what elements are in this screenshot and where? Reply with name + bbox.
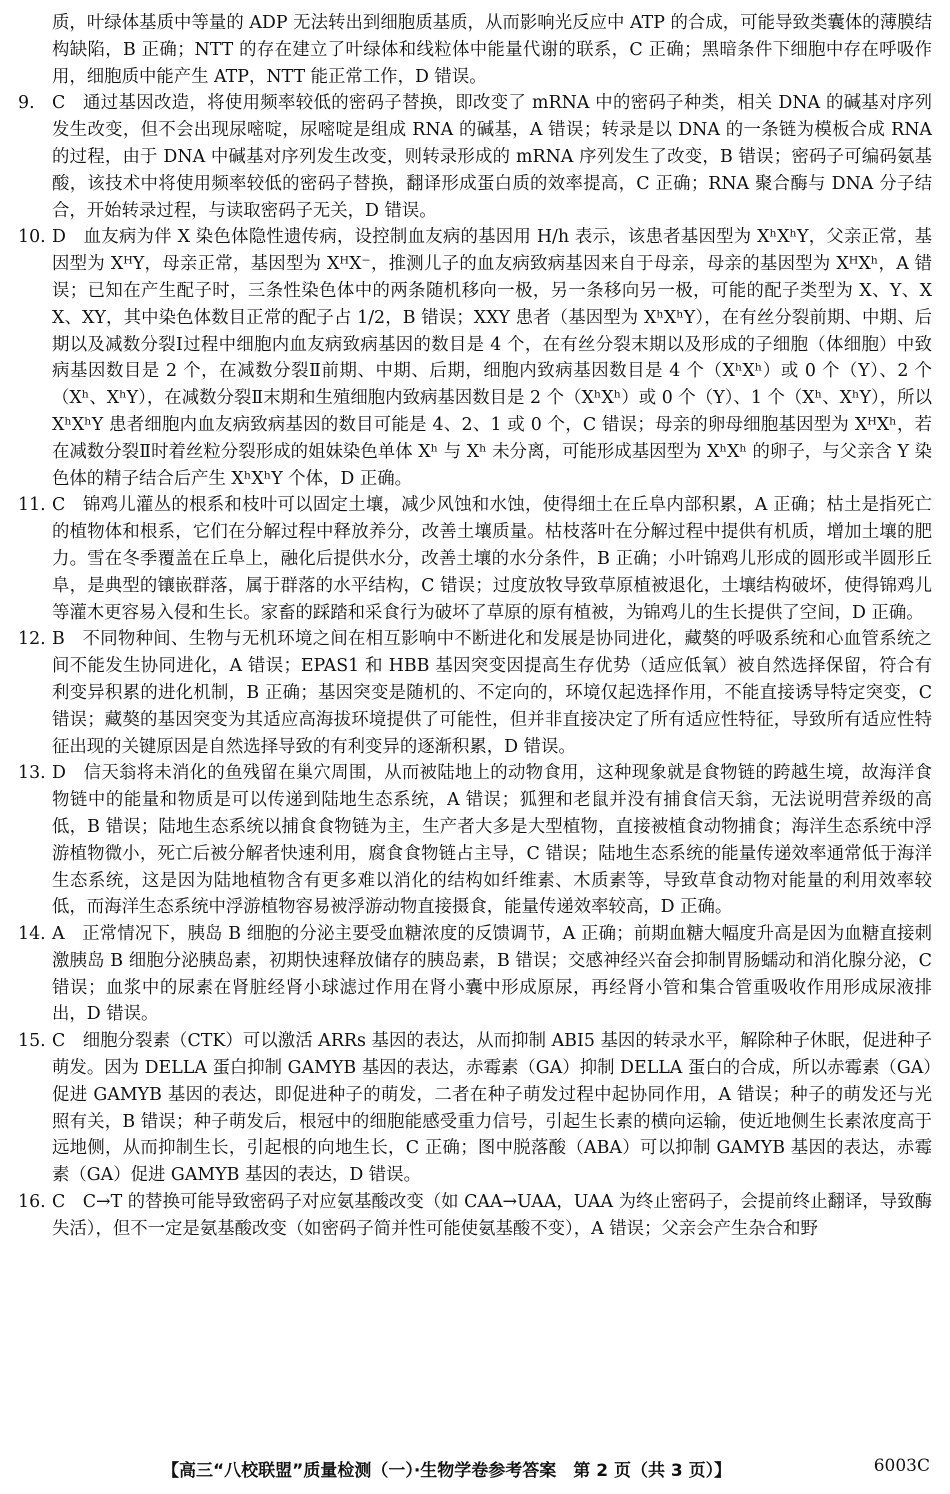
explanation-text: 不同物种间、生物与无机环境之间在相互影响中不断进化和发展是协同进化，藏獒的呼吸系统和心血管系统之间不能发生协同进化，A 错误；EPAS1 和 HBB 基因突变因提高生存优势（适应低氧）被自然选择保留，符合有利变异积累的进化机制，B 正确；基因突变是随机的、不定向的，环境仅起选择作用，不能直接诱导特定突变，C 错误；藏獒的基因突变为其适应高海拔环境提供了可能性，但并非直接决定了所有适应性特征，导致所有适应性特征出现的关键原因是自然选择导致的有利变异的逐渐积累，D 错误。	[52, 629, 932, 757]
answer-item	[18, 626, 932, 760]
explanation-text: 通过基因改造，将使用频率较低的密码子替换，即改变了 mRNA 中的密码子种类，相关 DNA 的碱基对序列发生改变，但不会出现尿嘧啶，尿嘧啶是组成 RNA 的碱基，A 错误；转录是以 DNA 的一条链为模板合成 RNA 的过程，由于 DNA 中碱基对序列发生改变，则转录形成的 mRNA 序列发生了改变，B 错误；密码子可编码氨基酸，该技术中将使用频率较低的密码子替换，翻译形成蛋白质的效率提高，C 正确；RNA 聚合酶与 DNA 分子结合，开始转录过程，与读取密码子无关，D 错误。	[52, 93, 932, 221]
question-number: 11.	[18, 495, 46, 516]
answer-item	[18, 1189, 932, 1243]
answer-item	[18, 760, 932, 921]
footer-code: 6003C	[873, 1456, 930, 1476]
answer-letter: C	[52, 495, 66, 516]
answer-letter: C	[52, 93, 66, 114]
question-number: 9.	[18, 93, 35, 114]
answer-item	[18, 90, 932, 224]
answer-letter: C	[52, 1031, 66, 1052]
answer-item	[18, 492, 932, 626]
question-number: 16.	[18, 1192, 46, 1213]
explanation-text: 细胞分裂素（CTK）可以激活 ARRs 基因的表达，从而抑制 ABI5 基因的转录水平，解除种子休眠，促进种子萌发。因为 DELLA 蛋白抑制 GAMYB 基因的表达，赤霉素（GA）抑制 DELLA 蛋白的合成，所以赤霉素（GA）促进 GAMYB 基因的表达，即促进种子的萌发，二者在种子萌发过程中起协同作用，A 错误；种子的萌发还与光照有关，B 错误；种子萌发后，根冠中的细胞能感受重力信号，引起生长素的横向运输，使近地侧生长素浓度高于远地侧，从而抑制生长，引起根的向地生长，C 正确；图中脱落酸（ABA）可以抑制 GAMYB 基因的表达，赤霉素（GA）促进 GAMYB 基因的表达，D 错误。	[52, 1031, 932, 1186]
answer-page	[18, 10, 932, 1243]
answer-item	[18, 1028, 932, 1189]
explanation-text: C→T 的替换可能导致密码子对应氨基酸改变（如 CAA→UAA，UAA 为终止密码子，会提前终止翻译，导致酶失活），但不一定是氨基酸改变（如密码子简并性可能使氨基酸不变），A 错误；父亲会产生杂合和野	[52, 1192, 932, 1239]
explanation-text: 血友病为伴 X 染色体隐性遗传病，设控制血友病的基因用 H/h 表示，该患者基因型为 XʰXʰY，父亲正常，基因型为 XᴴY，母亲正常，基因型为 XᴴX⁻，推测儿子的血友病致病基因来自于母亲，母亲的基因型为 XᴴXʰ，A 错误；已知在产生配子时，三条性染色体中的两条随机移向一极，另一条移向另一极，可能的配子类型为 X、Y、XX、XY，其中染色体数目正常的配子占 1/2，B 错误；XXY 患者（基因型为 XʰXʰY），在有丝分裂前期、中期、后期以及减数分裂Ⅰ过程中细胞内血友病致病基因的数目是 4 个，在有丝分裂末期以及形成的子细胞（体细胞）中致病基因数目是 2 个，在减数分裂Ⅱ前期、中期、后期，细胞内致病基因数目是 4 个（XʰXʰ）或 0 个（Y）、2 个（Xʰ、XʰY），在减数分裂Ⅱ末期和生殖细胞内致病基因数目是 2 个（XʰXʰ）或 0 个（Y）、1 个（Xʰ、XʰY），所以 XʰXʰY 患者细胞内血友病致病基因的数目可能是 4、2、1 或 0 个，C 错误；母亲的卵母细胞基因型为 XᴴXʰ，若在减数分裂Ⅱ时着丝粒分裂形成的姐妹染色单体 Xʰ 与 Xʰ 未分离，可能形成基因型为 XʰXʰ 的卵子，与父亲含 Y 染色体的精子结合后产生 XʰXʰY 个体，D 正确。	[52, 227, 932, 489]
answer-item	[18, 224, 932, 492]
explanation-text: 正常情况下，胰岛 B 细胞的分泌主要受血糖浓度的反馈调节，A 正确；前期血糖大幅度升高是因为血糖直接刺激胰岛 B 细胞分泌胰岛素，初期快速释放储存的胰岛素，B 错误；交感神经兴奋会抑制胃肠蠕动和消化腺分泌，C 错误；血浆中的尿素在肾脏经肾小球滤过作用在肾小囊中形成原尿，再经肾小管和集合管重吸收作用形成尿液排出，D 错误。	[52, 924, 932, 1025]
answer-item	[18, 921, 932, 1028]
page-footer	[0, 1452, 950, 1482]
answer-letter: D	[52, 763, 66, 784]
answer-list	[18, 90, 932, 1242]
explanation-text: 信天翁将未消化的鱼残留在巢穴周围，从而被陆地上的动物食用，这种现象就是食物链的跨越生境，故海洋食物链中的能量和物质是可以传递到陆地生态系统，A 错误；狐狸和老鼠并没有捕食信天翁，无法说明营养级的高低，B 错误；陆地生态系统以捕食食物链为主，生产者大多是大型植物，直接被植食动物捕食；海洋生态系统中浮游植物微小，死亡后被分解者快速利用，腐食食物链占主导，C 错误；陆地生态系统的能量传递效率通常低于海洋生态系统，这是因为陆地植物含有更多难以消化的结构如纤维素、木质素等，导致草食动物对能量的利用效率较低，而海洋生态系统中浮游植物容易被浮游动物直接摄食，能量传递效率较高，D 正确。	[52, 763, 932, 918]
answer-letter: A	[52, 924, 65, 945]
explanation-text: 锦鸡儿灌丛的根系和枝叶可以固定土壤，减少风蚀和水蚀，使得细土在丘阜内部积累，A 正确；枯土是指死亡的植物体和根系，它们在分解过程中释放养分，改善土壤质量。枯枝落叶在分解过程中提供有机质，增加土壤的肥力。雪在冬季覆盖在丘阜上，融化后提供水分，改善土壤的水分条件，B 正确；小叶锦鸡儿形成的圆形或半圆形丘阜，是典型的镶嵌群落，属于群落的水平结构，C 错误；过度放牧导致草原植被退化，土壤结构破坏，使得锦鸡儿等灌木更容易入侵和生长。家畜的踩踏和采食行为破坏了草原的原有植被，为锦鸡儿的生长提供了空间，D 正确。	[52, 495, 932, 623]
question-number: 13.	[18, 763, 46, 784]
answer-letter: C	[52, 1192, 66, 1213]
footer-title: 【高三“八校联盟”质量检测（一）·生物学卷参考答案 第 2 页（共 3 页）】	[162, 1461, 732, 1481]
answer-letter: B	[52, 629, 65, 650]
question-number: 12.	[18, 629, 46, 650]
answer-letter: D	[52, 227, 66, 248]
question-number: 15.	[18, 1031, 46, 1052]
intro-paragraph: 质，叶绿体基质中等量的 ADP 无法转出到细胞质基质，从而影响光反应中 ATP 的合成，可能导致类囊体的薄膜结构缺陷，B 正确；NTT 的存在建立了叶绿体和线粒体中能量代谢的联系，C 正确；黑暗条件下细胞中存在呼吸作用，细胞质中能产生 ATP，NTT 能正常工作，D 错误。	[52, 13, 932, 87]
question-number: 14.	[18, 924, 46, 945]
question-number: 10.	[18, 227, 46, 248]
